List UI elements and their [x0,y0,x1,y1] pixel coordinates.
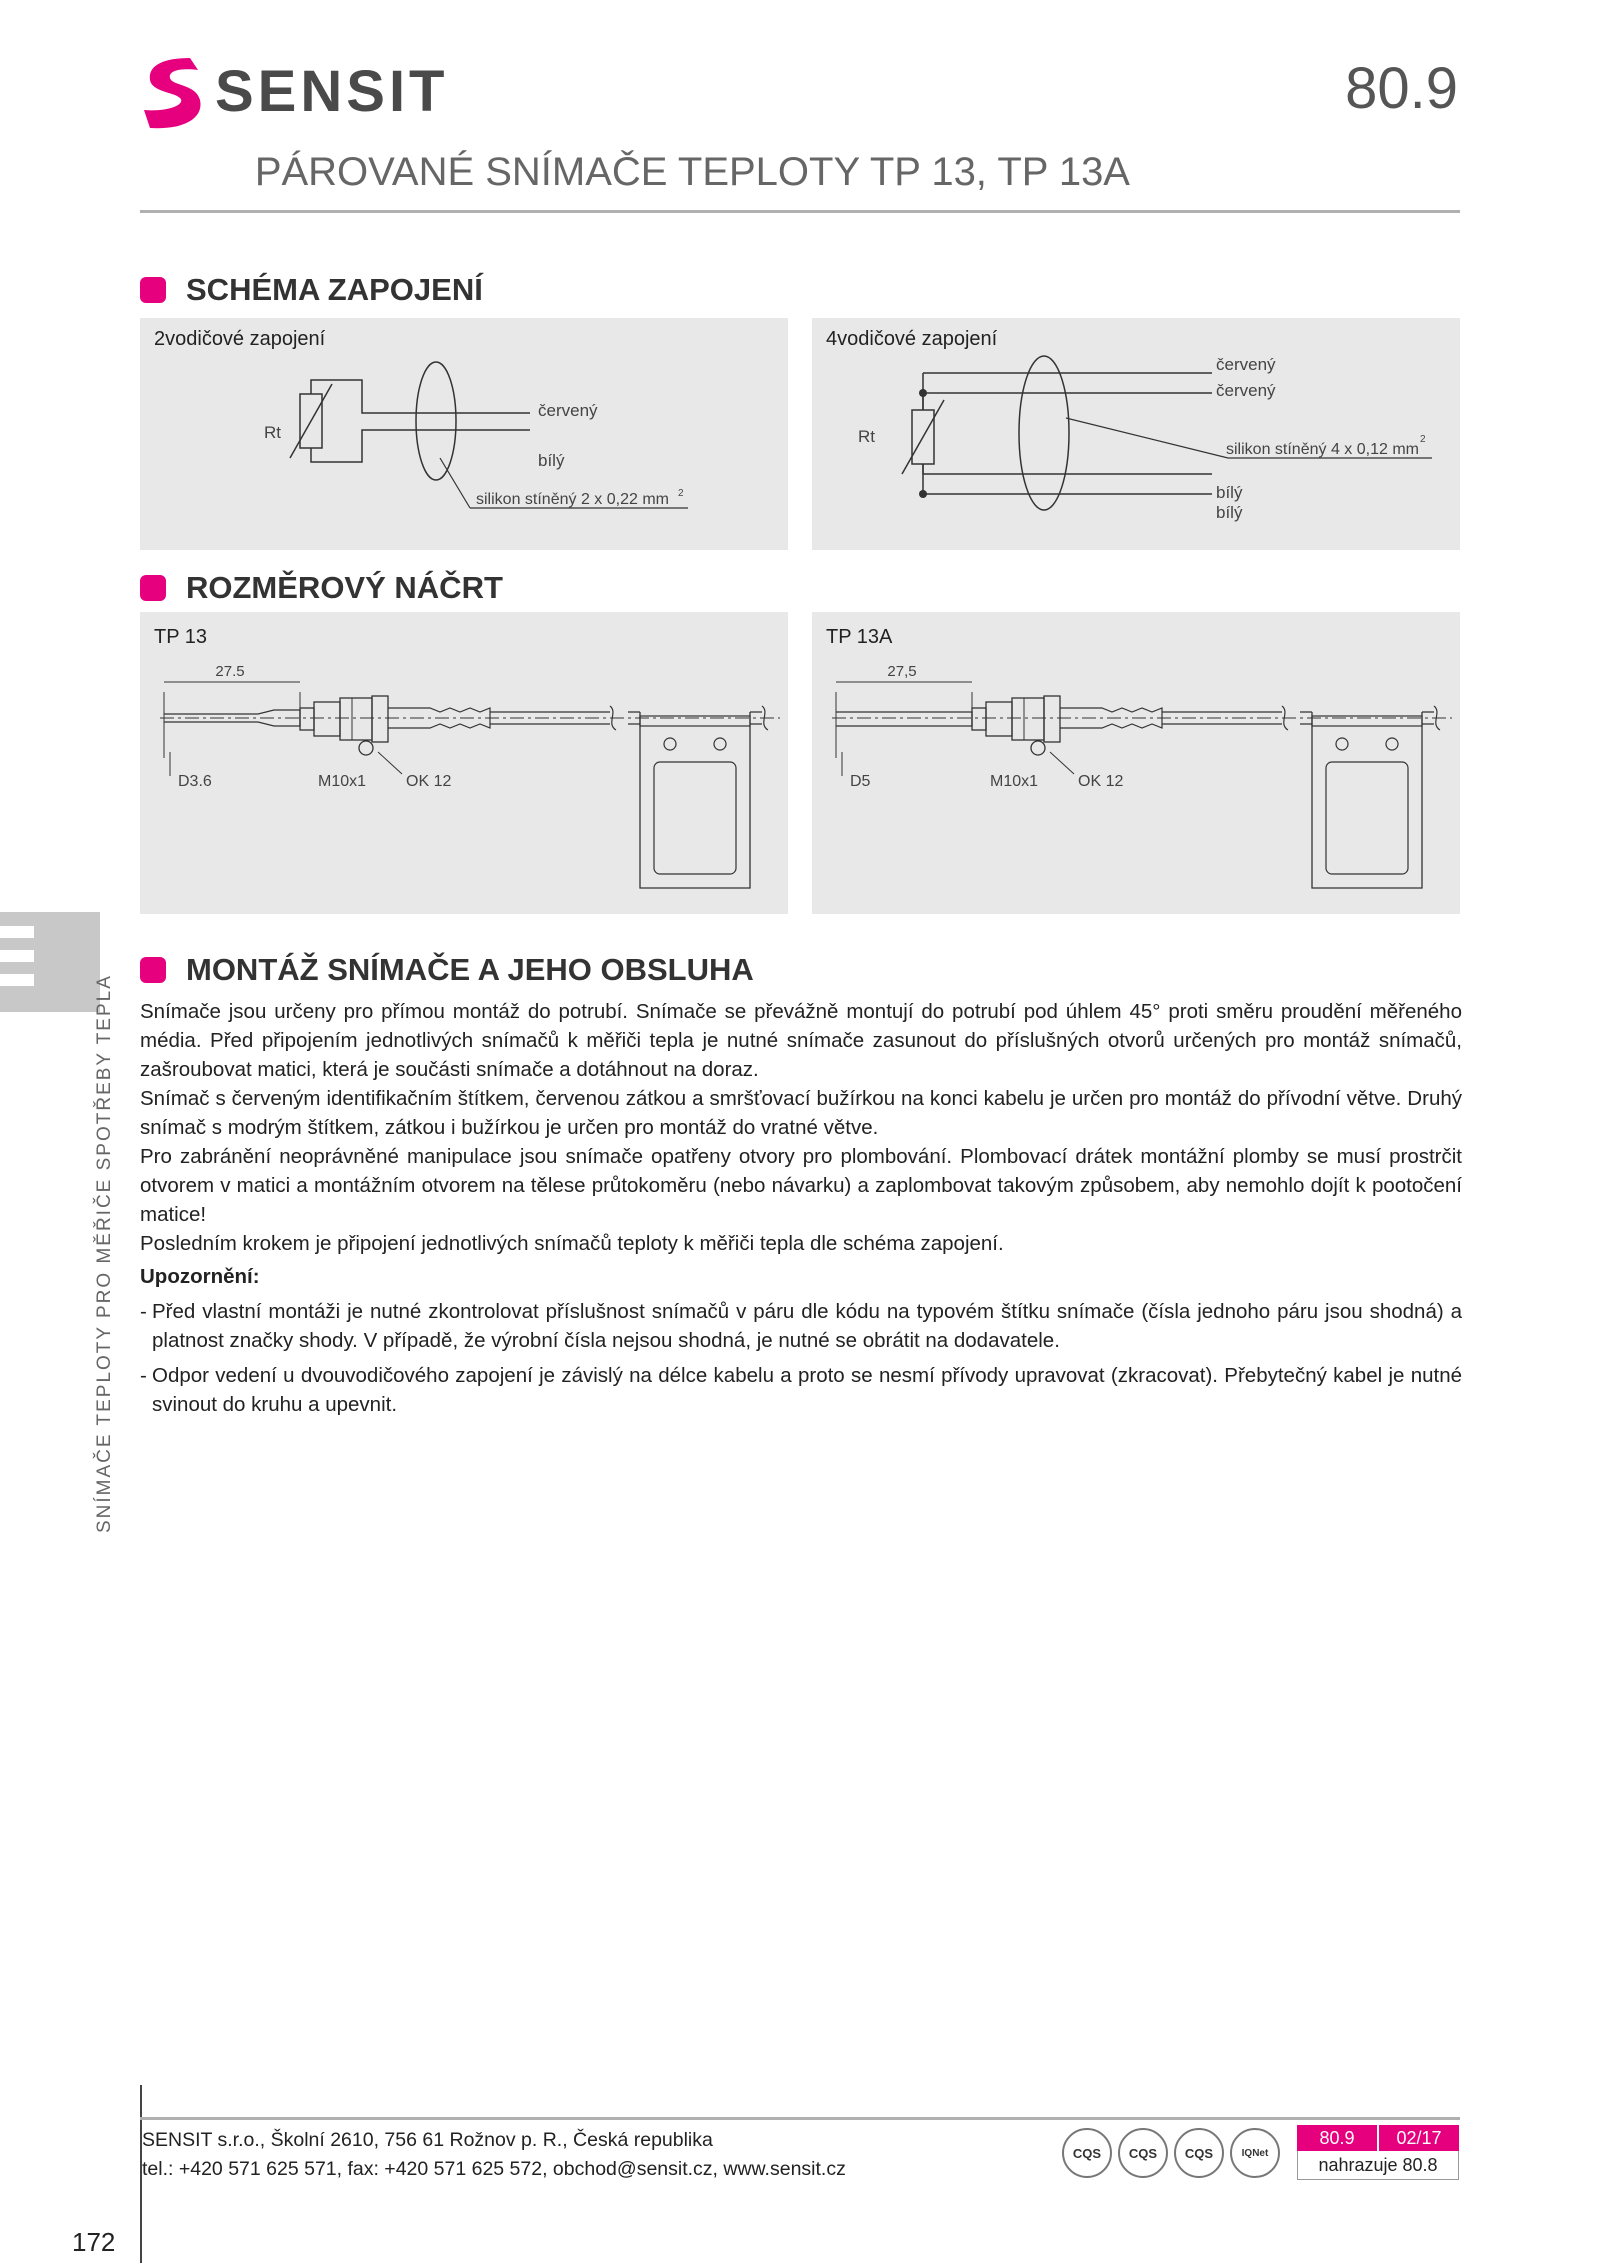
warning-title: Upozornění: [140,1265,260,1288]
wire-label-white: bílý [538,451,565,470]
tp13a-drawing [812,612,1460,914]
chapter-tab [0,912,100,1012]
wire-label-red: červený [538,401,598,420]
iqnet-certification-icon: IQNet [1230,2128,1280,2178]
cqs-certification-icon: CQS [1062,2128,1112,2178]
cable-label: silikon stíněný 4 x 0,12 mm [1226,441,1419,458]
bullet-icon [140,957,166,983]
paragraph: Pro zabránění neoprávněné manipulace jsou snímače opatřeny otvory pro plombování. Plombovací drátek montážní plomby se musí prostrčit otvorem v matici a montážním otvorem na tělese průtokoměru (nebo návarku) a zaplombovat takovým způsobem, aby nemohlo dojít k pootočení matice! [140,1145,1462,1226]
document-code: 80.9 [1297,2125,1377,2151]
dimension-tp13a-panel [812,612,1460,914]
thread-label: M10x1 [318,773,367,790]
paragraph: Snímač s červeným identifikačním štítkem, červenou zátkou a smršťovací bužírkou na konci kabelu je určen pro montáž do přívodní větve. Druhý snímač s modrým štítkem, zátkou i bužírkou je určen pro montáž do vratné větve. [140,1087,1462,1139]
cable-label-sup: 2 [1420,434,1426,445]
cqs-certification-icon: CQS [1118,2128,1168,2178]
wire-label-red-1: červený [1216,355,1276,374]
wire-label-white-1: bílý [1216,483,1243,502]
sensit-logo-icon [140,52,210,132]
tp13-drawing [140,612,788,914]
length-label: 27.5 [215,663,245,680]
header-divider [140,210,1460,213]
footer-contacts: tel.: +420 571 625 571, fax: +420 571 625 572, obchod@sensit.cz, www.sensit.cz [142,2158,846,2180]
resistor-label: Rt [264,423,281,442]
four-wire-diagram [812,318,1460,550]
cable-label-sup: 2 [678,488,684,499]
wrench-label: OK 12 [1078,773,1124,790]
bullet-icon [140,575,166,601]
diameter-label: D3.6 [178,773,212,790]
section-heading-wiring: SCHÉMA ZAPOJENÍ [140,270,483,310]
panel-label: 4vodičové zapojení [826,328,998,350]
two-wire-diagram [140,318,788,550]
wiring-4wire-panel [812,318,1460,550]
chapter-vertical-title: SNÍMAČE TEPLOTY PRO MĚŘIČE SPOTŘEBY TEPLA [94,974,115,1533]
resistor-label: Rt [858,427,875,446]
mounting-text [140,997,1462,1419]
document-code-box [1297,2125,1459,2180]
page-title: PÁROVANÉ SNÍMAČE TEPLOTY TP 13, TP 13A [254,150,1130,194]
footer-divider [140,2117,1460,2120]
paragraph: Snímače jsou určeny pro přímou montáž do potrubí. Snímače se převážně montují do potrubí pod úhlem 45° proti směru proudění měřeného média. Před připojením jednotlivých snímačů k měřiči tepla je nutné snímače zasunout do příslušných otvorů určených pro montáž snímačů, zašroubovat matici, která je součásti snímače a dotáhnout na doraz. [140,1000,1462,1081]
panel-label: 2vodičové zapojení [154,328,326,350]
length-label: 27,5 [887,663,917,680]
panel-label: TP 13 [154,626,207,648]
wiring-2wire-panel [140,318,788,550]
wire-label-red-2: červený [1216,381,1276,400]
page-number: 172 [72,2227,116,2257]
cqs-certification-icon: CQS [1174,2128,1224,2178]
brand-name: SENSIT [215,59,449,124]
warning-item: - Odpor vedení u dvouvodičového zapojení je závislý na délce kabelu a proto se nesmí přívody upravovat (zkracovat). Přebytečný kabel je nutné svinout do kruhu a upevnit. [140,1364,1462,1416]
paragraph: Posledním krokem je připojení jednotlivých snímačů teploty k měřiči tepla dle schéma zapojení. [140,1232,1004,1255]
section-heading-dimensions: ROZMĚROVÝ NÁČRT [140,568,503,608]
panel-label: TP 13A [826,626,893,648]
dimension-tp13-panel [140,612,788,914]
warning-item: - Před vlastní montáži je nutné zkontrolovat příslušnost snímačů v páru dle kódu na typovém štítku snímače (čísla jednoho páru jsou shodná) a platnost značky shody. V případě, že výrobní čísla nejsou shodná, je nutné se obrátit na dodavatele. [140,1300,1462,1352]
bullet-icon [140,277,166,303]
page-code: 80.9 [1345,56,1458,121]
diameter-label: D5 [850,773,871,790]
replaces-note: nahrazuje 80.8 [1297,2151,1459,2180]
document-date: 02/17 [1377,2125,1459,2151]
cable-label: silikon stíněný 2 x 0,22 mm [476,491,669,508]
footer-address: SENSIT s.r.o., Školní 2610, 756 61 Rožnov p. R., Česká republika [142,2129,713,2151]
wrench-label: OK 12 [406,773,452,790]
wire-label-white-2: bílý [1216,503,1243,522]
thread-label: M10x1 [990,773,1039,790]
section-heading-mounting: MONTÁŽ SNÍMAČE A JEHO OBSLUHA [140,950,754,990]
